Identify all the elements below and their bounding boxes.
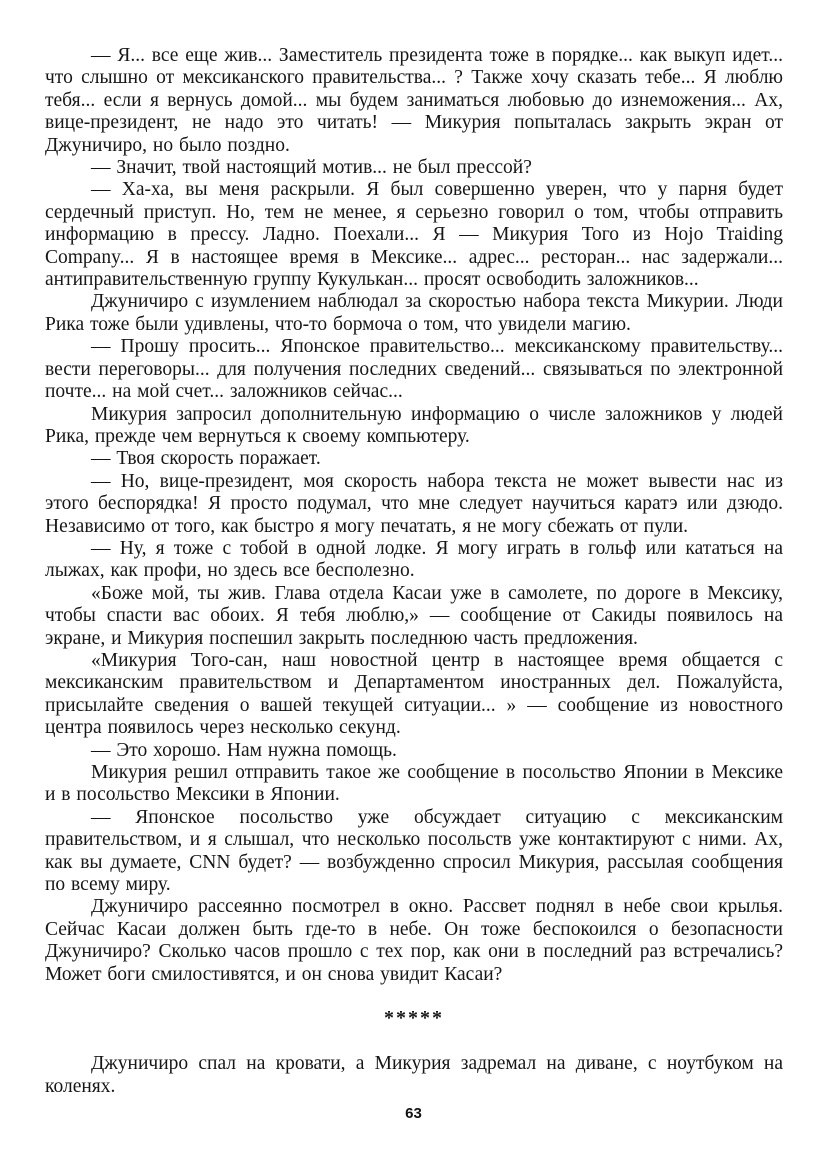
paragraph: Джуничиро рассеянно посмотрел в окно. Рассвет поднял в небе свои крылья. Сейчас Касаи должен быть где-то в небе. Он тоже беспокоился о безопасности Джуничиро? Сколько часов прошло с тех пор, как они в последний раз встречались? Может боги смилостивятся, и он снова увидит Касаи? bbox=[45, 896, 783, 985]
paragraph: «Микурия Того-сан, наш новостной центр в настоящее время общается с мексиканским правительством и Департаментом иностранных дел. Пожалуйста, присылайте сведения о вашей текущей ситуации... » — сообщение из новостного центра появилось через несколько секунд. bbox=[45, 649, 783, 739]
paragraph: Микурия запросил дополнительную информацию о числе заложников у людей Рика, прежде чем вернуться к своему компьютеру. bbox=[45, 403, 783, 447]
paragraph: — Это хорошо. Нам нужна помощь. bbox=[91, 739, 397, 761]
paragraph: — Японское посольство уже обсуждает ситуацию с мексиканским правительством, и я слышал, что несколько посольств уже контактируют с ними. Ах, как вы думаете, CNN будет? — возбужденно спросил Микурия, рассылая сообщения по всему миру. bbox=[45, 806, 783, 896]
paragraph: — Значит, твой настоящий мотив... не был прессой? bbox=[91, 157, 532, 179]
paragraph: — Я... все еще жив... Заместитель президента тоже в порядке... как выкуп идет... что слышно от мексиканского правительства... ? Также хочу сказать тебе... Я люблю тебя... если я вернусь домой... мы будем заниматься любовью до изнеможения... Ах, вице-президент, не надо это читать! — Микурия попыталась закрыть экран от Джуничиро, но было поздно. bbox=[45, 45, 783, 156]
paragraph: — Но, вице-президент, моя скорость набора текста не может вывести нас из этого беспорядка! Я просто подумал, что мне следует научиться каратэ или дзюдо. Независимо от того, как быстро я могу печатать, я не могу сбежать от пули. bbox=[45, 470, 783, 537]
page-number: 63 bbox=[405, 1105, 422, 1123]
paragraph: Джуничиро с изумлением наблюдал за скоростью набора текста Микурии. Люди Рика тоже были удивлены, что-то бормоча о том, что увидели магию. bbox=[45, 291, 783, 335]
paragraph: Микурия решил отправить такое же сообщение в посольство Японии в Мексике и в посольство Мексики в Японии. bbox=[45, 762, 783, 806]
paragraph: «Боже мой, ты жив. Глава отдела Касаи уже в самолете, по дороге в Мексику, чтобы спасти вас обоих. Я тебя люблю,» — сообщение от Сакиды появилось на экране, и Микурия поспешил закрыть последнюю часть предложения. bbox=[45, 582, 783, 649]
paragraph: — Ха-ха, вы меня раскрыли. Я был совершенно уверен, что у парня будет сердечный приступ. Но, тем не менее, я серьезно говорил о том, чтобы отправить информацию в прессу. Ладно. Поехали... Я — Микурия Того из Hojo Traiding Company... Я в настоящее время в Мексике... адрес... ресторан... нас задержали... антиправительственную группу Кукулькан... просят освободить заложников... bbox=[45, 179, 783, 291]
section-separator: ***** bbox=[384, 1007, 444, 1030]
paragraph: — Твоя скорость поражает. bbox=[91, 448, 321, 470]
paragraph: Джуничиро спал на кровати, а Микурия задремал на диване, с ноутбуком на коленях. bbox=[45, 1053, 783, 1097]
paragraph: — Ну, я тоже с тобой в одной лодке. Я могу играть в гольф или кататься на лыжах, как профи, но здесь все бесполезно. bbox=[45, 537, 783, 582]
paragraph: — Прошу просить... Японское правительство... мексиканскому правительству... вести переговоры... для получения последних сведений... связываться по электронной почте... на мой счет... заложников сейчас... bbox=[45, 336, 783, 403]
